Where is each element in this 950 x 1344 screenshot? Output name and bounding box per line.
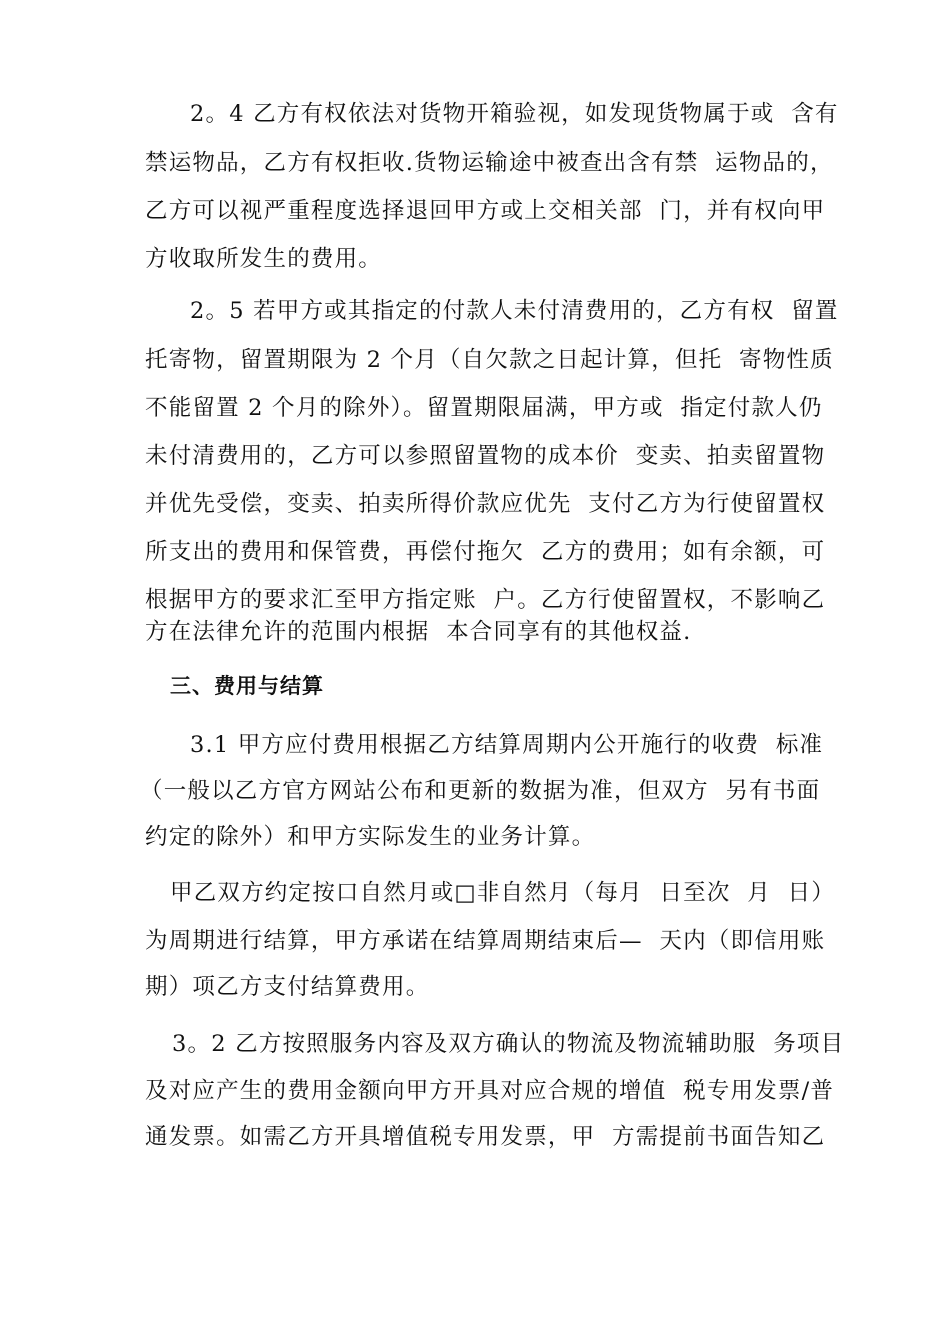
- paragraph-2-5-line-6: 所支出的费用和保管费，再偿付拖欠 乙方的费用；如有余额，可: [145, 539, 826, 565]
- paragraph-2-5-line-8: 方在法律允许的范围内根据 本合同享有的其他权益.: [145, 619, 692, 645]
- section-heading: 三、费用与结算: [170, 674, 324, 698]
- paragraph-2-5-line-7: 根据甲方的要求汇至甲方指定账 户。乙方行使留置权，不影响乙: [145, 587, 826, 613]
- settlement-line-2: 为周期进行结算，甲方承诺在结算周期结束后— 天内（即信用账: [145, 928, 826, 954]
- paragraph-3-2-line-3: 通发票。如需乙方开具增值税专用发票，甲 方需提前书面告知乙: [145, 1124, 826, 1150]
- paragraph-2-4-line-1: 2。4 乙方有权依法对货物开箱验视，如发现货物属于或 含有: [190, 101, 839, 127]
- settlement-line-3: 期）项乙方支付结算费用。: [145, 974, 430, 1000]
- settlement-line-1: 甲乙双方约定按口自然月或□非自然月（每月 日至次 月 日）: [170, 880, 836, 906]
- paragraph-3-1-line-1: 3.1 甲方应付费用根据乙方结算周期内公开施行的收费 标准: [190, 732, 824, 758]
- paragraph-2-5-line-5: 并优先受偿，变卖、拍卖所得价款应优先 支付乙方为行使留置权: [145, 491, 826, 517]
- paragraph-2-4-line-4: 方收取所发生的费用。: [145, 246, 383, 272]
- paragraph-2-4-line-2: 禁运物品，乙方有权拒收.货物运输途中被查出含有禁 运物品的，: [145, 150, 834, 176]
- paragraph-2-5-line-2: 托寄物，留置期限为 2 个月（自欠款之日起计算，但托 寄物性质: [145, 347, 834, 373]
- paragraph-3-1-line-3: 约定的除外）和甲方实际发生的业务计算。: [145, 824, 596, 850]
- paragraph-3-2-line-1: 3。2 乙方按照服务内容及双方确认的物流及物流辅助服 务项目: [172, 1031, 845, 1057]
- paragraph-2-5-line-3: 不能留置 2 个月的除外）。留置期限届满，甲方或 指定付款人仍: [145, 395, 823, 421]
- paragraph-2-5-line-4: 未付清费用的，乙方可以参照留置物的成本价 变卖、拍卖留置物: [145, 443, 826, 469]
- paragraph-3-2-line-2: 及对应产生的费用金额向甲方开具对应合规的增值 税专用发票/普: [145, 1078, 835, 1104]
- paragraph-3-1-line-2: （一般以乙方官方网站公布和更新的数据为准，但双方 另有书面: [140, 778, 821, 804]
- paragraph-2-5-line-1: 2。5 若甲方或其指定的付款人未付清费用的，乙方有权 留置: [190, 298, 839, 324]
- paragraph-2-4-line-3: 乙方可以视严重程度选择退回甲方或上交相关部 门，并有权向甲: [145, 198, 826, 224]
